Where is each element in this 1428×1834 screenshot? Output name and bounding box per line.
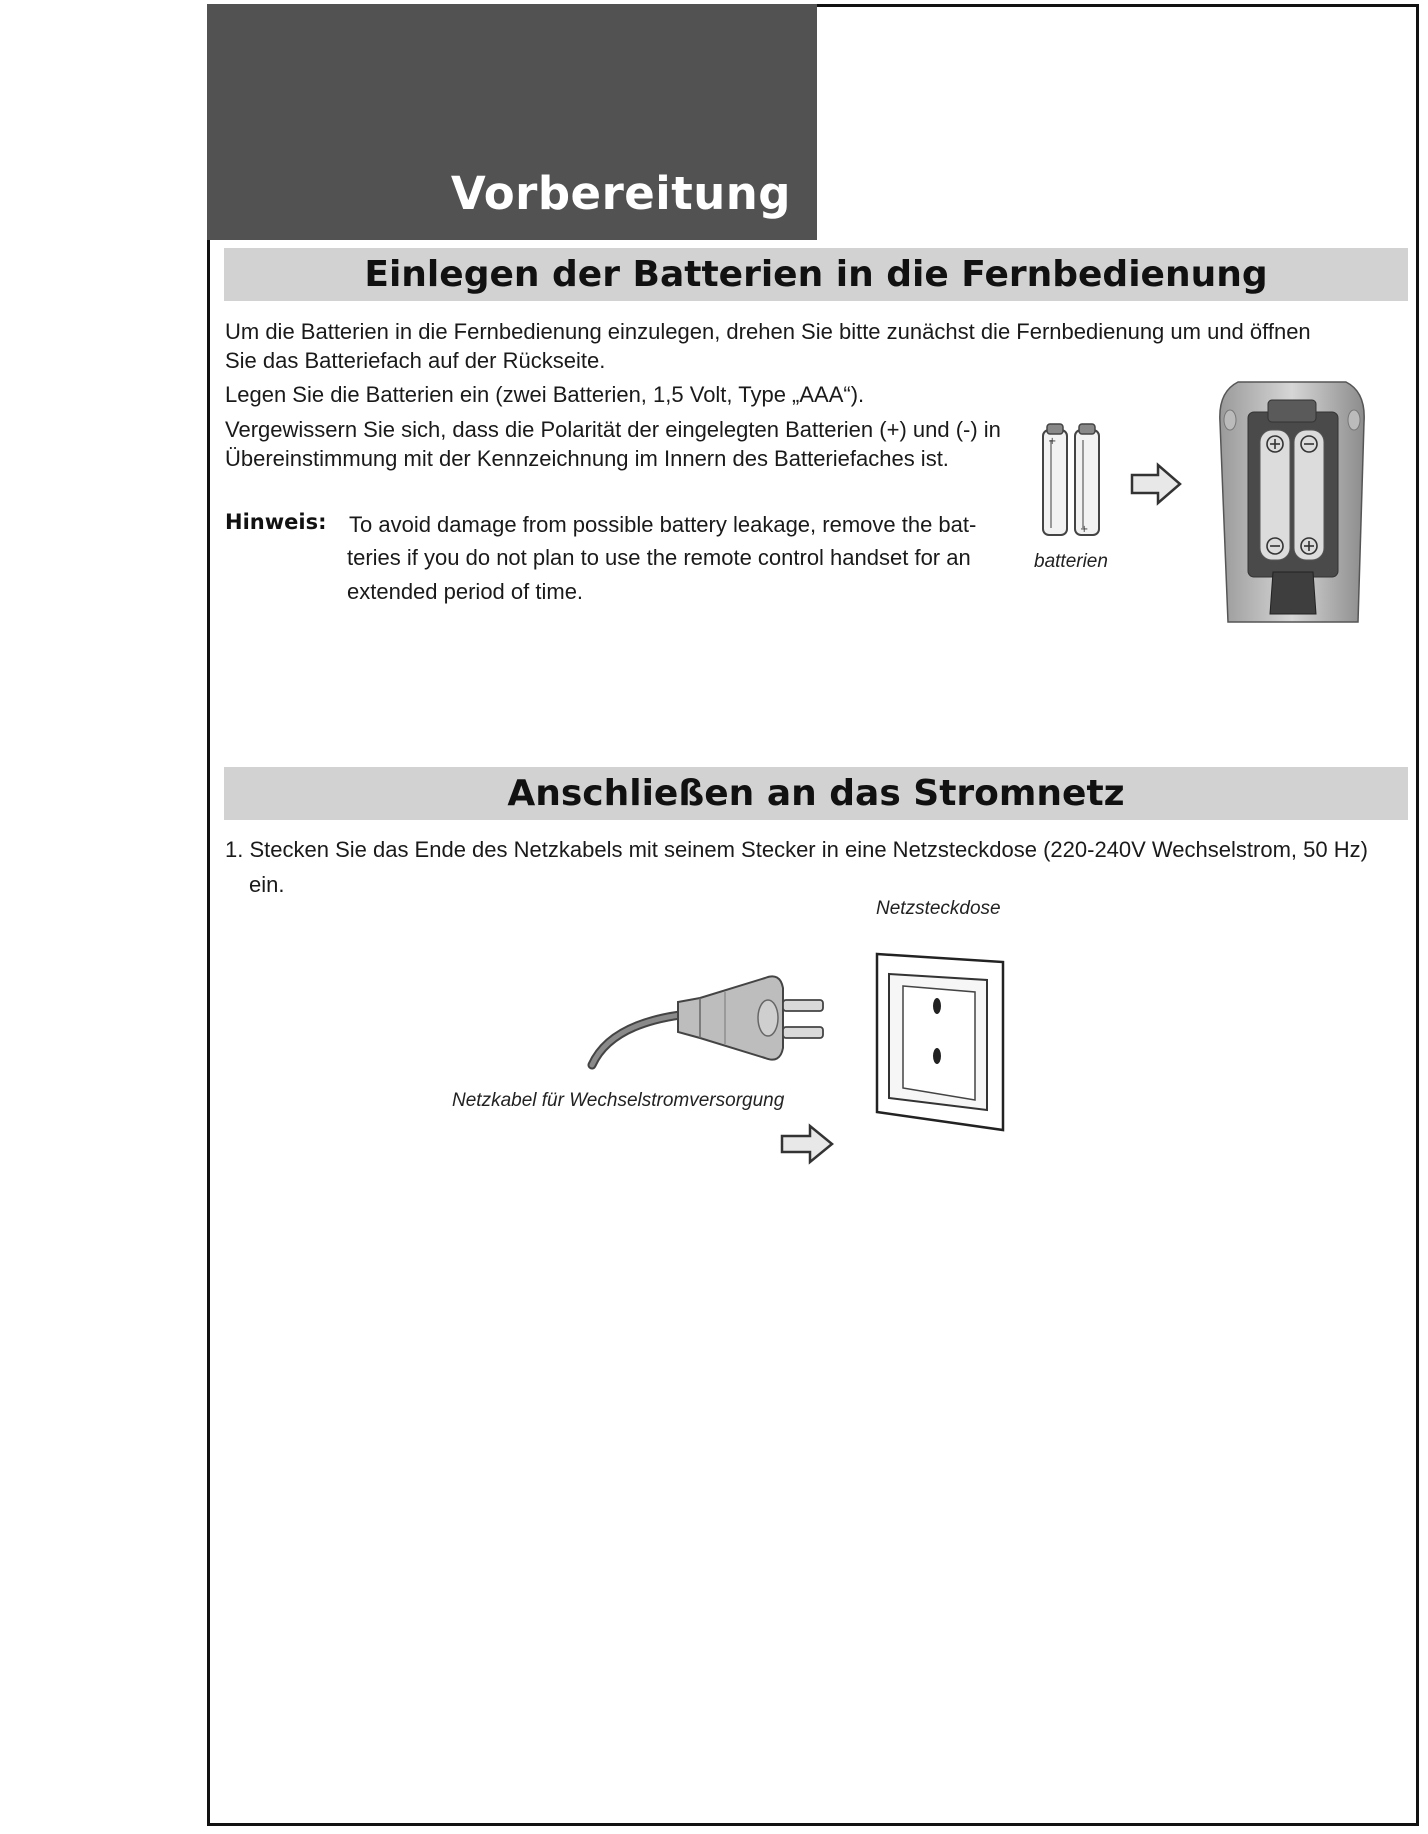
body-line-1: Um die Batterien in die Fernbedienung einzulegen, drehen Sie bitte zunächst die Fernbedienung um und öffnen	[225, 319, 1311, 344]
power-plug-icon	[590, 970, 870, 1070]
step-line-2: ein.	[249, 872, 285, 897]
step-line-1: 1. Stecken Sie das Ende des Netzkabels mit seinem Stecker in eine Netzsteckdose (220-240V Wechselstrom, 50 Hz)	[225, 837, 1368, 862]
chapter-title: Vorbereitung	[450, 167, 791, 220]
body-line-2: Sie das Batteriefach auf der Rückseite.	[225, 348, 606, 373]
note-line-2: teries if you do not plan to use the remote control handset for an	[347, 545, 971, 570]
chapter-banner	[207, 4, 817, 240]
body-line-4: Vergewissern Sie sich, dass die Polarität der eingelegten Batterien (+) und (-) in	[225, 417, 1001, 442]
wall-socket-icon	[875, 952, 1005, 1132]
note-line-1: To avoid damage from possible battery leakage, remove the bat-	[349, 512, 977, 537]
note-label: Hinweis:	[225, 510, 327, 534]
svg-text:+: +	[1080, 524, 1089, 535]
section-heading-power	[224, 767, 1408, 820]
remote-control-icon	[1218, 382, 1366, 622]
svg-text:+: +	[1048, 436, 1057, 447]
arrow-right-icon	[780, 1124, 836, 1164]
section-heading-batteries-text: Einlegen der Batterien in die Fernbedienung	[364, 254, 1268, 295]
note-line-3: extended period of time.	[347, 579, 584, 604]
section-heading-power-text: Anschließen an das Stromnetz	[507, 773, 1125, 814]
battery-icon	[1040, 420, 1110, 545]
cable-caption: Netzkabel für Wechselstromversorgung	[452, 1090, 785, 1111]
socket-caption: Netzsteckdose	[876, 898, 1001, 919]
body-line-3: Legen Sie die Batterien ein (zwei Batterien, 1,5 Volt, Type „AAA“).	[225, 382, 865, 407]
arrow-right-icon	[1130, 463, 1184, 505]
body-line-5: Übereinstimmung mit der Kennzeichnung im Innern des Batteriefaches ist.	[225, 446, 949, 471]
section-heading-batteries	[224, 248, 1408, 301]
battery-caption: batterien	[1034, 551, 1108, 572]
